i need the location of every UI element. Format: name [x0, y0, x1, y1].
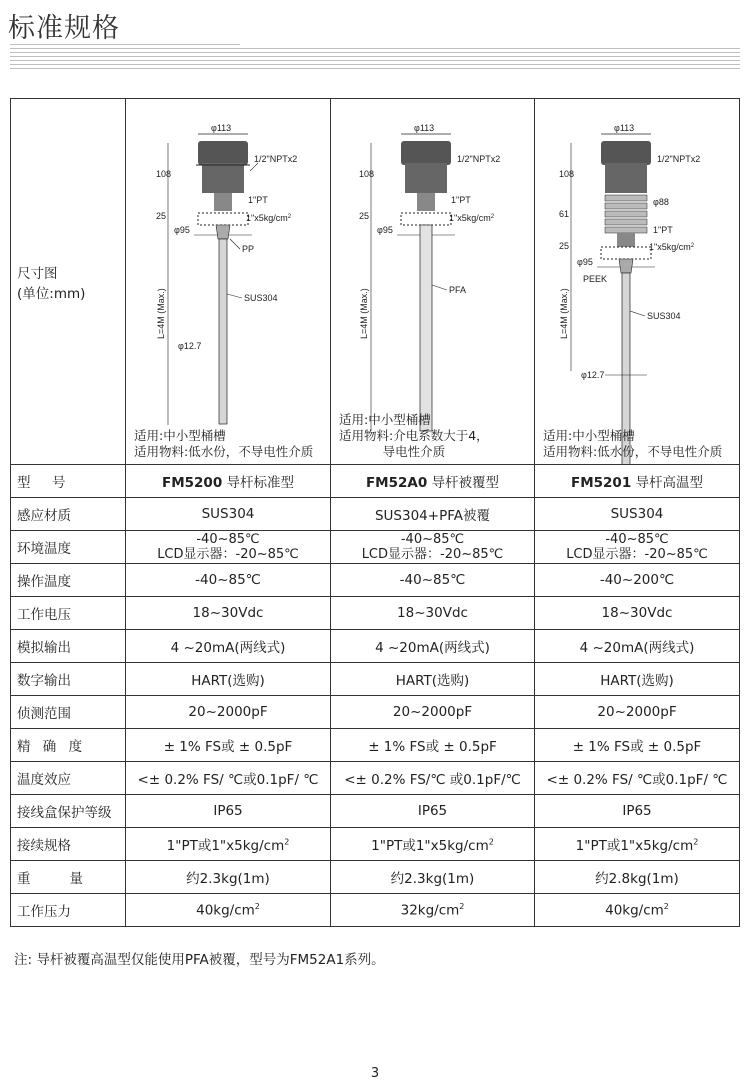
drawing-line [216, 225, 230, 239]
drawing-line [605, 163, 647, 193]
spec-table [10, 98, 740, 927]
model-cell: FM5201 导杆高温型 [535, 465, 740, 498]
row-label: 环境温度 [11, 531, 126, 564]
dimension-unit: (单位:mm) [17, 285, 86, 302]
spec-value-cell: 18~30Vdc [126, 597, 331, 630]
drawing-cell-fm5200 [126, 99, 331, 465]
spec-value-cell: 20~2000pF [126, 696, 331, 729]
dim-h2: 25 [359, 211, 370, 221]
page-number: 3 [370, 1066, 380, 1081]
dim-thread: 1/2"NPTx2 [457, 154, 501, 164]
spec-value-cell: 约2.8kg(1m) [535, 861, 740, 894]
drawing-line: 2 [490, 214, 495, 220]
model-cell: FM5200 导杆标准型 [126, 465, 331, 498]
dimension-row [11, 99, 740, 465]
spec-value-cell: IP65 [126, 795, 331, 828]
spec-value-cell: 18~30Vdc [331, 597, 535, 630]
page-title: 标准规格 [8, 13, 120, 44]
spec-value-cell: 1"PT或$1"x5kg/cm^2$ [535, 828, 740, 861]
spec-value-cell: SUS304 [126, 498, 331, 531]
drawing-line [617, 233, 635, 247]
drawing-line [214, 193, 232, 211]
dim-top-width: φ113 [614, 123, 635, 133]
drawing-line: 2 [690, 243, 695, 249]
dimension-drawing-fm5201 [535, 99, 740, 464]
drawing-line [605, 203, 647, 209]
drawing-line [250, 163, 258, 171]
spec-value-cell: HART(选购) [535, 663, 740, 696]
spec-value-cell: 20~2000pF [535, 696, 740, 729]
spec-value-cell: 1"PT或$1"x5kg/cm^2$ [331, 828, 535, 861]
spec-value-cell: HART(选购) [126, 663, 331, 696]
spec-row [11, 861, 740, 894]
spec-value-cell: IP65 [535, 795, 740, 828]
drawing-cell-fm5201 [535, 99, 740, 465]
dimension-label-cell [11, 99, 126, 465]
drawing-line [605, 227, 647, 233]
spec-value-cell: -40~85℃ [331, 564, 535, 597]
dim-pt: 1"PT [248, 195, 268, 205]
drawing-line [417, 193, 435, 211]
spec-value-cell: HART(选购) [331, 663, 535, 696]
row-label: 接线盒保护等级 [11, 795, 126, 828]
dimension-drawing-fm52a0 [331, 99, 535, 464]
spec-row [11, 696, 740, 729]
drawing-cell-fm52a0 [331, 99, 535, 465]
drawing-note-fm52a0: 适用:中小型桶槽 适用物料:介电系数大于4， 导电性介质 [339, 412, 489, 459]
drawing-line [605, 219, 647, 225]
spec-row [11, 564, 740, 597]
drawing-line [230, 239, 240, 249]
spec-value-cell: -40~85℃ LCD显示器：-20~85℃ [126, 531, 331, 564]
dim-length: L=4M (Max.) [559, 288, 569, 339]
spec-value-cell: 4 ~20mA(两线式) [331, 630, 535, 663]
spec-value-cell: 4 ~20mA(两线式) [126, 630, 331, 663]
dim-thread: 1/2"NPTx2 [657, 154, 701, 164]
spec-row [11, 828, 740, 861]
drawing-line [405, 163, 447, 193]
row-label: 工作压力 [11, 894, 126, 927]
dim-d12: φ12.7 [581, 370, 605, 380]
row-label: 重 量 [11, 861, 126, 894]
drawing-line [605, 195, 647, 201]
spec-value-cell: $40kg/cm^2$ [126, 894, 331, 927]
spec-value-cell: 4 ~20mA(两线式) [535, 630, 740, 663]
spec-value-cell: 约2.3kg(1m) [331, 861, 535, 894]
dim-flange [246, 213, 292, 223]
drawing-line [227, 294, 242, 298]
spec-value-cell: <± 0.2% FS/ ℃或0.1pF/ ℃ [535, 762, 740, 795]
drawing-line [630, 311, 645, 316]
spec-row [11, 663, 740, 696]
row-label: 操作温度 [11, 564, 126, 597]
dim-pt: 1"PT [653, 225, 673, 235]
dim-insulator: PEEK [583, 274, 608, 284]
drawing-line [605, 211, 647, 217]
spec-value-cell: SUS304 [535, 498, 740, 531]
dim-h2: 25 [156, 211, 167, 221]
dim-d12: φ12.7 [178, 341, 202, 351]
spec-value-cell: <± 0.2% FS/℃ 或0.1pF/℃ [331, 762, 535, 795]
spec-value-cell: -40~85℃ [126, 564, 331, 597]
spec-value-cell: ± 1% FS或 ± 0.5pF [331, 729, 535, 762]
title-underline-stripes [0, 44, 750, 74]
spec-row [11, 597, 740, 630]
drawing-line [198, 141, 248, 165]
row-label: 温度效应 [11, 762, 126, 795]
dim-d95: φ95 [577, 257, 593, 267]
dimension-label: 尺寸图 [17, 265, 58, 282]
drawing-line [401, 141, 451, 165]
spec-row [11, 795, 740, 828]
dim-h1: 108 [156, 169, 172, 179]
drawing-note-fm5201: 适用:中小型桶槽 适用物料:低水份，不导电性介质 [543, 428, 723, 459]
row-label: 模拟输出 [11, 630, 126, 663]
dim-length: L=4M (Max.) [359, 288, 369, 339]
dim-h2: 25 [559, 241, 570, 251]
spec-value-cell: IP65 [331, 795, 535, 828]
spec-value-cell: -40~85℃ LCD显示器：-20~85℃ [535, 531, 740, 564]
spec-value-cell: $32kg/cm^2$ [331, 894, 535, 927]
spec-value-cell: <± 0.2% FS/ ℃或0.1pF/ ℃ [126, 762, 331, 795]
dim-insulator: PP [242, 244, 255, 254]
drawing-line: 1"x5kg/cm [649, 242, 691, 252]
dim-d95: φ95 [377, 225, 393, 235]
spec-row [11, 729, 740, 762]
dim-flange [449, 213, 495, 223]
row-label: 接续规格 [11, 828, 126, 861]
spec-row [11, 531, 740, 564]
dim-rod: SUS304 [647, 311, 681, 321]
spec-row [11, 762, 740, 795]
row-label: 感应材质 [11, 498, 126, 531]
drawing-line [401, 213, 451, 225]
spec-row [11, 894, 740, 927]
drawing-line [619, 259, 633, 273]
drawing-line [202, 163, 244, 193]
spec-value-cell: ± 1% FS或 ± 0.5pF [126, 729, 331, 762]
row-label: 侦测范围 [11, 696, 126, 729]
spec-value-cell: -40~200℃ [535, 564, 740, 597]
drawing-line [420, 225, 432, 431]
dimension-drawing-fm5200 [126, 99, 331, 464]
drawing-line: 1"x5kg/cm [246, 213, 288, 223]
drawing-line: 1"x5kg/cm [449, 213, 491, 223]
row-label: 精 确 度 [11, 729, 126, 762]
spec-value-cell: 20~2000pF [331, 696, 535, 729]
spec-row [11, 630, 740, 663]
drawing-line [601, 141, 651, 165]
drawing-line: 2 [287, 214, 292, 220]
spec-value-cell: ± 1% FS或 ± 0.5pF [535, 729, 740, 762]
dim-pt: 1"PT [451, 195, 471, 205]
dim-rod: SUS304 [244, 293, 278, 303]
spec-value-cell: SUS304+PFA被覆 [331, 498, 535, 531]
spec-value-cell: 约2.3kg(1m) [126, 861, 331, 894]
model-row [11, 465, 740, 498]
dim-d88: φ88 [653, 197, 669, 207]
spec-value-cell: -40~85℃ LCD显示器：-20~85℃ [331, 531, 535, 564]
spec-row [11, 498, 740, 531]
drawing-line [198, 213, 248, 225]
drawing-line [219, 239, 227, 424]
dim-length: L=4M (Max.) [156, 288, 166, 339]
dim-h0: 61 [559, 209, 570, 219]
model-cell: FM52A0 导杆被覆型 [331, 465, 535, 498]
row-label: 数字输出 [11, 663, 126, 696]
dim-h1: 108 [359, 169, 375, 179]
dim-d95: φ95 [174, 225, 190, 235]
dim-thread: 1/2"NPTx2 [254, 154, 298, 164]
dim-flange [649, 242, 695, 252]
dim-h1: 108 [559, 169, 575, 179]
spec-value-cell: $40kg/cm^2$ [535, 894, 740, 927]
dim-top-width: φ113 [414, 123, 435, 133]
drawing-line [432, 285, 447, 290]
dim-top-width: φ113 [211, 123, 232, 133]
row-label: 工作电压 [11, 597, 126, 630]
row-label: 型 号 [11, 465, 126, 498]
footnote: 注: 导杆被覆高温型仅能使用PFA被覆，型号为FM52A1系列。 [14, 952, 385, 968]
spec-value-cell: 1"PT或$1"x5kg/cm^2$ [126, 828, 331, 861]
drawing-note-fm5200: 适用:中小型桶槽 适用物料:低水份，不导电性介质 [134, 428, 314, 459]
spec-value-cell: 18~30Vdc [535, 597, 740, 630]
dim-rod: PFA [449, 285, 467, 295]
drawing-line [601, 247, 651, 259]
